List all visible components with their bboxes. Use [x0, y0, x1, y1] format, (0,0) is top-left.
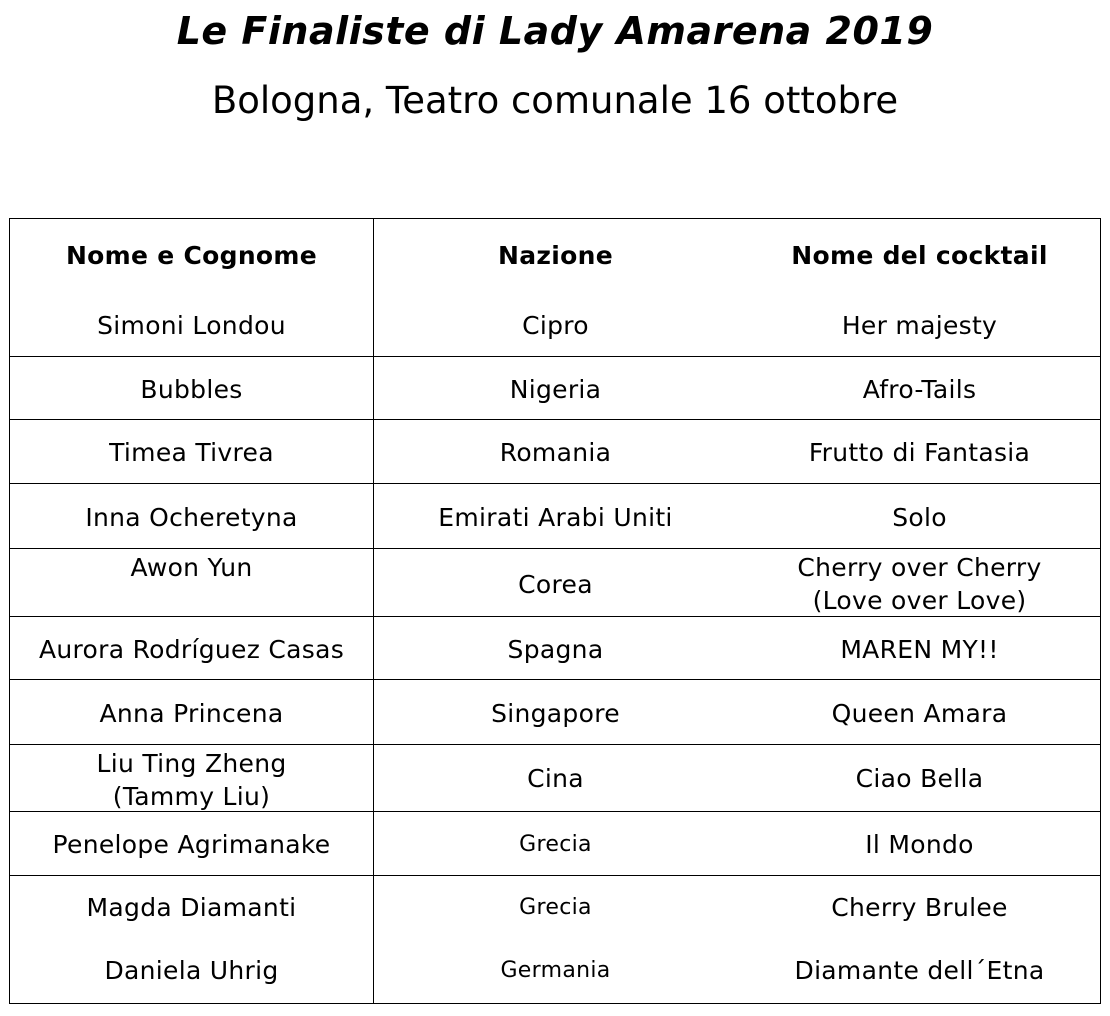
table-cell-nation: Germania	[500, 958, 611, 983]
table-cell-cocktail: Solo	[892, 503, 947, 532]
table-cell-nation: Singapore	[491, 699, 620, 728]
table-cell-nation: Grecia	[519, 832, 592, 857]
table-cell-name: Penelope Agrimanake	[52, 830, 331, 859]
table-cell-cocktail: Cherry over Cherry (Love over Love)	[797, 553, 1042, 615]
table-cell-cocktail: Queen Amara	[831, 699, 1008, 728]
table-cell-nation: Grecia	[519, 895, 592, 920]
table-cell-name: Daniela Uhrig	[104, 956, 279, 985]
table-cell-name: Inna Ocheretyna	[85, 503, 298, 532]
header-nation: Nazione	[498, 241, 613, 270]
table-cell-name: Aurora Rodríguez Casas	[38, 635, 345, 664]
table-cell-cocktail: Her majesty	[841, 311, 998, 340]
table-cell-name: Awon Yun	[130, 553, 253, 582]
table-cell-name: Simoni Londou	[97, 311, 286, 340]
table-cell-name: Magda Diamanti	[86, 893, 297, 922]
table-cell-cocktail: Afro-Tails	[862, 375, 977, 404]
table-cell-name: Timea Tivrea	[109, 438, 274, 467]
document-subtitle: Bologna, Teatro comunale 16 ottobre	[211, 79, 899, 122]
table-cell-nation: Emirati Arabi Uniti	[438, 503, 673, 532]
table-cell-name: Liu Ting Zheng (Tammy Liu)	[96, 749, 287, 811]
table-cell-cocktail: Cherry Brulee	[831, 893, 1008, 922]
table-cell-cocktail: Ciao Bella	[855, 764, 984, 793]
finalists-table	[9, 218, 1101, 1004]
table-cell-nation: Corea	[518, 570, 593, 599]
table-cell-nation: Spagna	[507, 635, 604, 664]
table-cell-name: Anna Princena	[99, 699, 284, 728]
table-cell-nation: Cipro	[522, 311, 589, 340]
table-cell-cocktail: MAREN MY!!	[840, 635, 999, 664]
header-name: Nome e Cognome	[65, 241, 318, 270]
row-divider	[10, 483, 1100, 484]
row-divider	[10, 679, 1100, 680]
table-cell-nation: Romania	[499, 438, 612, 467]
row-divider	[10, 744, 1100, 745]
table-cell-cocktail: Il Mondo	[865, 830, 974, 859]
header-cocktail: Nome del cocktail	[791, 241, 1048, 270]
row-divider	[10, 548, 1100, 549]
table-cell-cocktail: Diamante dell´Etna	[794, 956, 1045, 985]
document-title: Le Finaliste di Lady Amarena 2019	[176, 9, 934, 53]
row-divider	[10, 356, 1100, 357]
table-cell-name: Bubbles	[140, 375, 243, 404]
row-divider	[10, 419, 1100, 420]
row-divider	[10, 875, 1100, 876]
table-cell-nation: Cina	[527, 764, 584, 793]
table-cell-nation: Nigeria	[509, 375, 602, 404]
table-cell-cocktail: Frutto di Fantasia	[808, 438, 1031, 467]
